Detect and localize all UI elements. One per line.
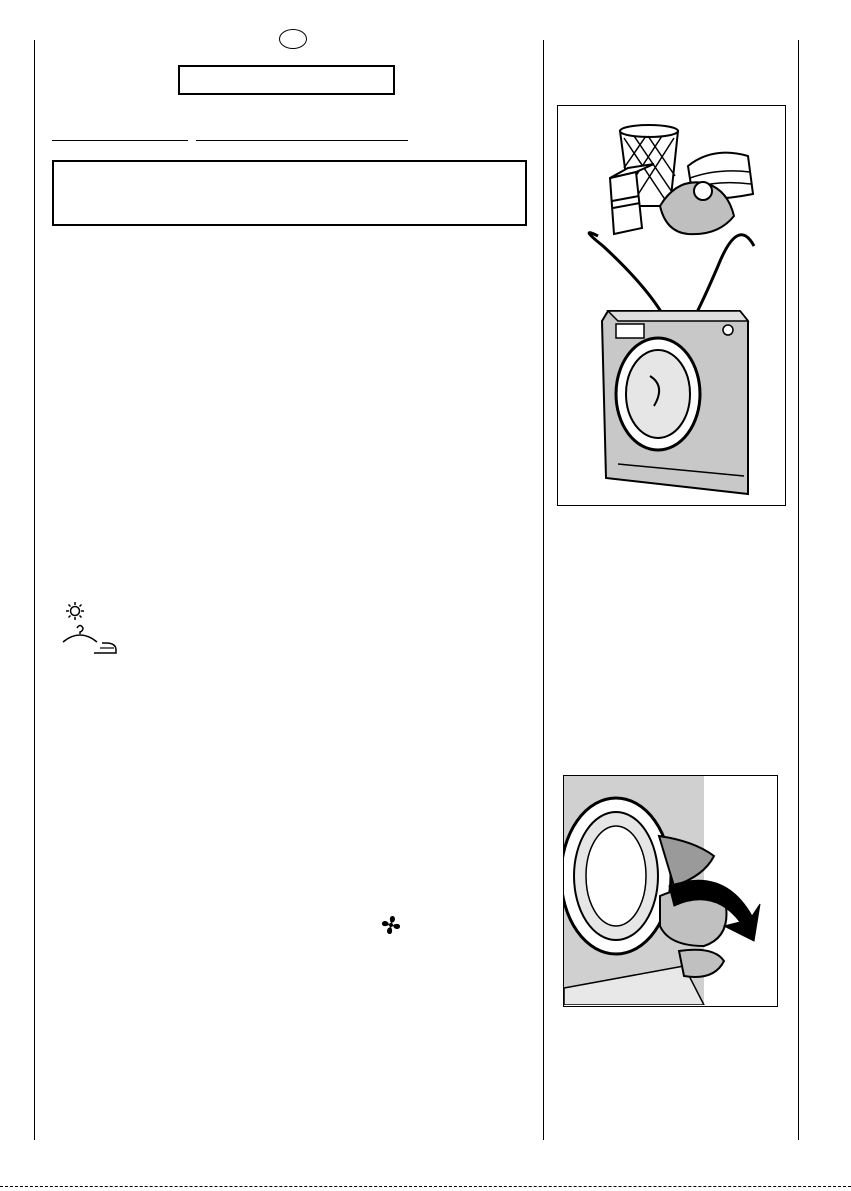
sun-icon (64, 601, 86, 621)
door-figure (563, 775, 778, 1007)
right-margin-line (798, 40, 799, 1140)
heading-underline-2 (196, 140, 408, 141)
washing-machine-with-laundry-illustration (558, 106, 784, 504)
laundry-figure (557, 105, 786, 506)
fan-icon (379, 913, 403, 937)
heading-underline-1 (52, 140, 188, 141)
left-margin-line (34, 40, 35, 1140)
column-divider-line (543, 40, 544, 1140)
iron-icon (92, 640, 118, 656)
page-bottom-dashed-line (0, 1186, 851, 1187)
open-door-with-clothes-illustration (564, 776, 776, 1005)
note-box (52, 160, 527, 226)
language-badge (279, 29, 307, 49)
section-title-box (178, 65, 395, 95)
